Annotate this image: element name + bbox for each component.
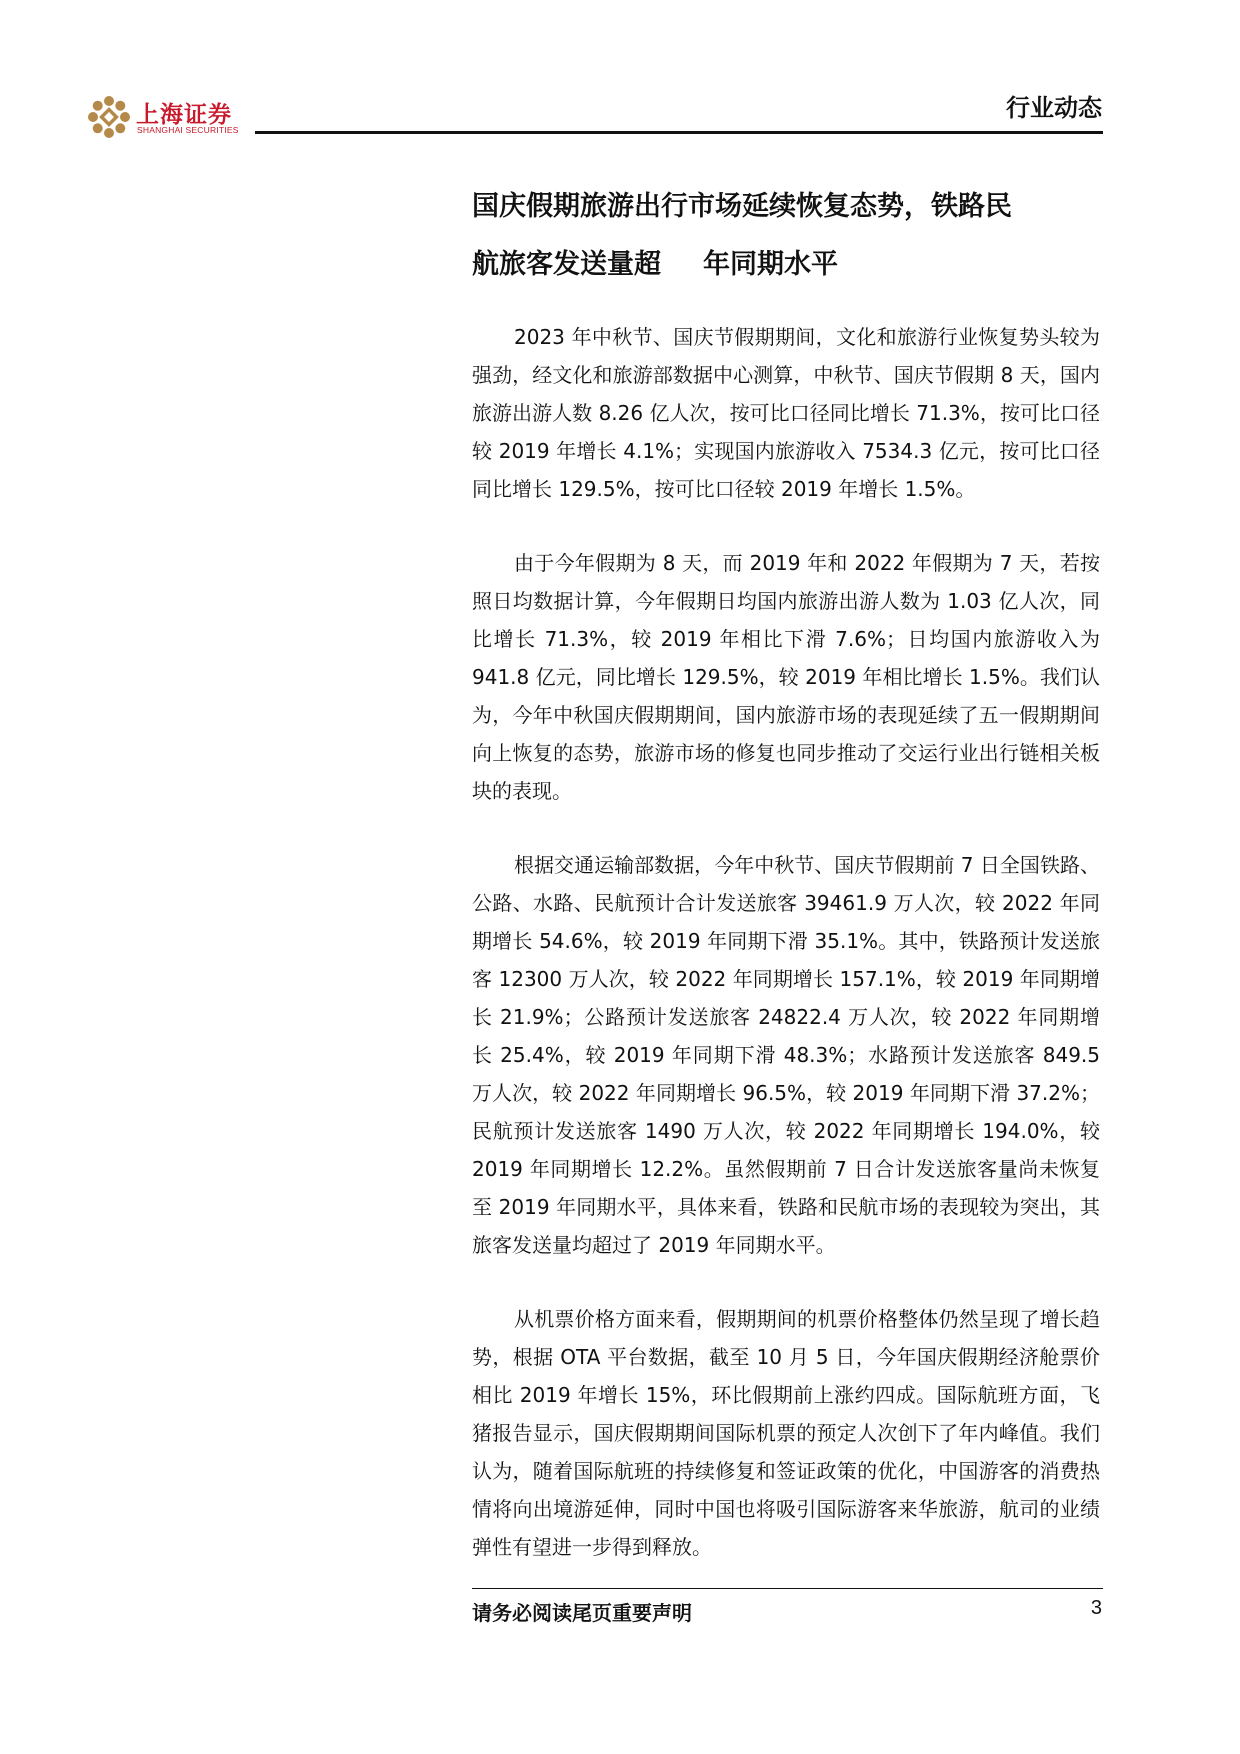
article-title	[472, 178, 1092, 294]
article-body	[472, 318, 1100, 1602]
paragraph-4: 从机票价格方面来看，假期期间的机票价格整体仍然呈现了增长趋势，根据 OTA 平台数据，截至 10 月 5 日，今年国庆假期经济舱票价相比 2019 年增长 15%，环比假期前上涨约四成。国际航班方面，飞猪报告显示，国庆假期期间国际机票的预定人次创下了年内峰值。我们认为，随着国际航班的持续修复和签证政策的优化，中国游客的消费热情将向出境游延伸，同时中国也将吸引国际游客来华旅游，航司的业绩弹性有望进一步得到释放。	[472, 1307, 1100, 1559]
paragraph-3: 根据交通运输部数据，今年中秋节、国庆节假期前 7 日全国铁路、公路、水路、民航预计合计发送旅客 39461.9 万人次，较 2022 年同期增长 54.6%，较 2019 年同期下滑 35.1%。其中，铁路预计发送旅客 12300 万人次，较 2022 年同期增长 157.1%，较 2019 年同期增长 21.9%；公路预计发送旅客 24822.4 万人次，较 2022 年同期增长 25.4%，较 2019 年同期下滑 48.3%；水路预计发送旅客 849.5 万人次，较 2022 年同期增长 96.5%，较 2019 年同期下滑 37.2%；民航预计发送旅客 1490 万人次，较 2022 年同期增长 194.0%，较 2019 年同期增长 12.2%。虽然假期前 7 日合计发送旅客量尚未恢复至 2019 年同期水平，具体来看，铁路和民航市场的表现较为突出，其旅客发送量均超过了 2019 年同期水平。	[472, 853, 1100, 1257]
title-line-2-part-1: 航旅客发送量超	[472, 249, 661, 281]
logo-emblem-icon	[88, 96, 130, 138]
company-logo	[88, 96, 248, 140]
logo-chinese-text: 上海证券	[136, 102, 232, 128]
logo-english-text: SHANGHAI SECURITIES	[137, 125, 239, 135]
disclaimer-note: 请务必阅读尾页重要声明	[472, 1601, 692, 1625]
paragraph-1: 2023 年中秋节、国庆节假期期间，文化和旅游行业恢复势头较为强劲，经文化和旅游部数据中心测算，中秋节、国庆节假期 8 天，国内旅游出游人数 8.26 亿人次，按可比口径同比增长 71.3%，按可比口径较 2019 年增长 4.1%；实现国内旅游收入 7534.3 亿元，按可比口径同比增长 129.5%，按可比口径较 2019 年增长 1.5%。	[472, 325, 1100, 501]
header-divider	[255, 131, 1103, 134]
title-line-2	[472, 236, 1092, 294]
title-line-1: 国庆假期旅游出行市场延续恢复态势，铁路民	[472, 191, 1012, 223]
page-number: 3	[1090, 1597, 1102, 1619]
title-line-2-part-2: 年同期水平	[703, 249, 838, 281]
page-header	[0, 0, 1240, 140]
paragraph-2: 由于今年假期为 8 天，而 2019 年和 2022 年假期为 7 天，若按照日均数据计算，今年假期日均国内旅游出游人数为 1.03 亿人次，同比增长 71.3%，较 2019 年相比下滑 7.6%；日均国内旅游收入为 941.8 亿元，同比增长 129.5%，较 2019 年相比增长 1.5%。我们认为，今年中秋国庆假期期间，国内旅游市场的表现延续了五一假期期间向上恢复的态势，旅游市场的修复也同步推动了交运行业出行链相关板块的表现。	[472, 551, 1100, 803]
footer-divider	[472, 1588, 1103, 1589]
section-label: 行业动态	[1006, 93, 1102, 122]
